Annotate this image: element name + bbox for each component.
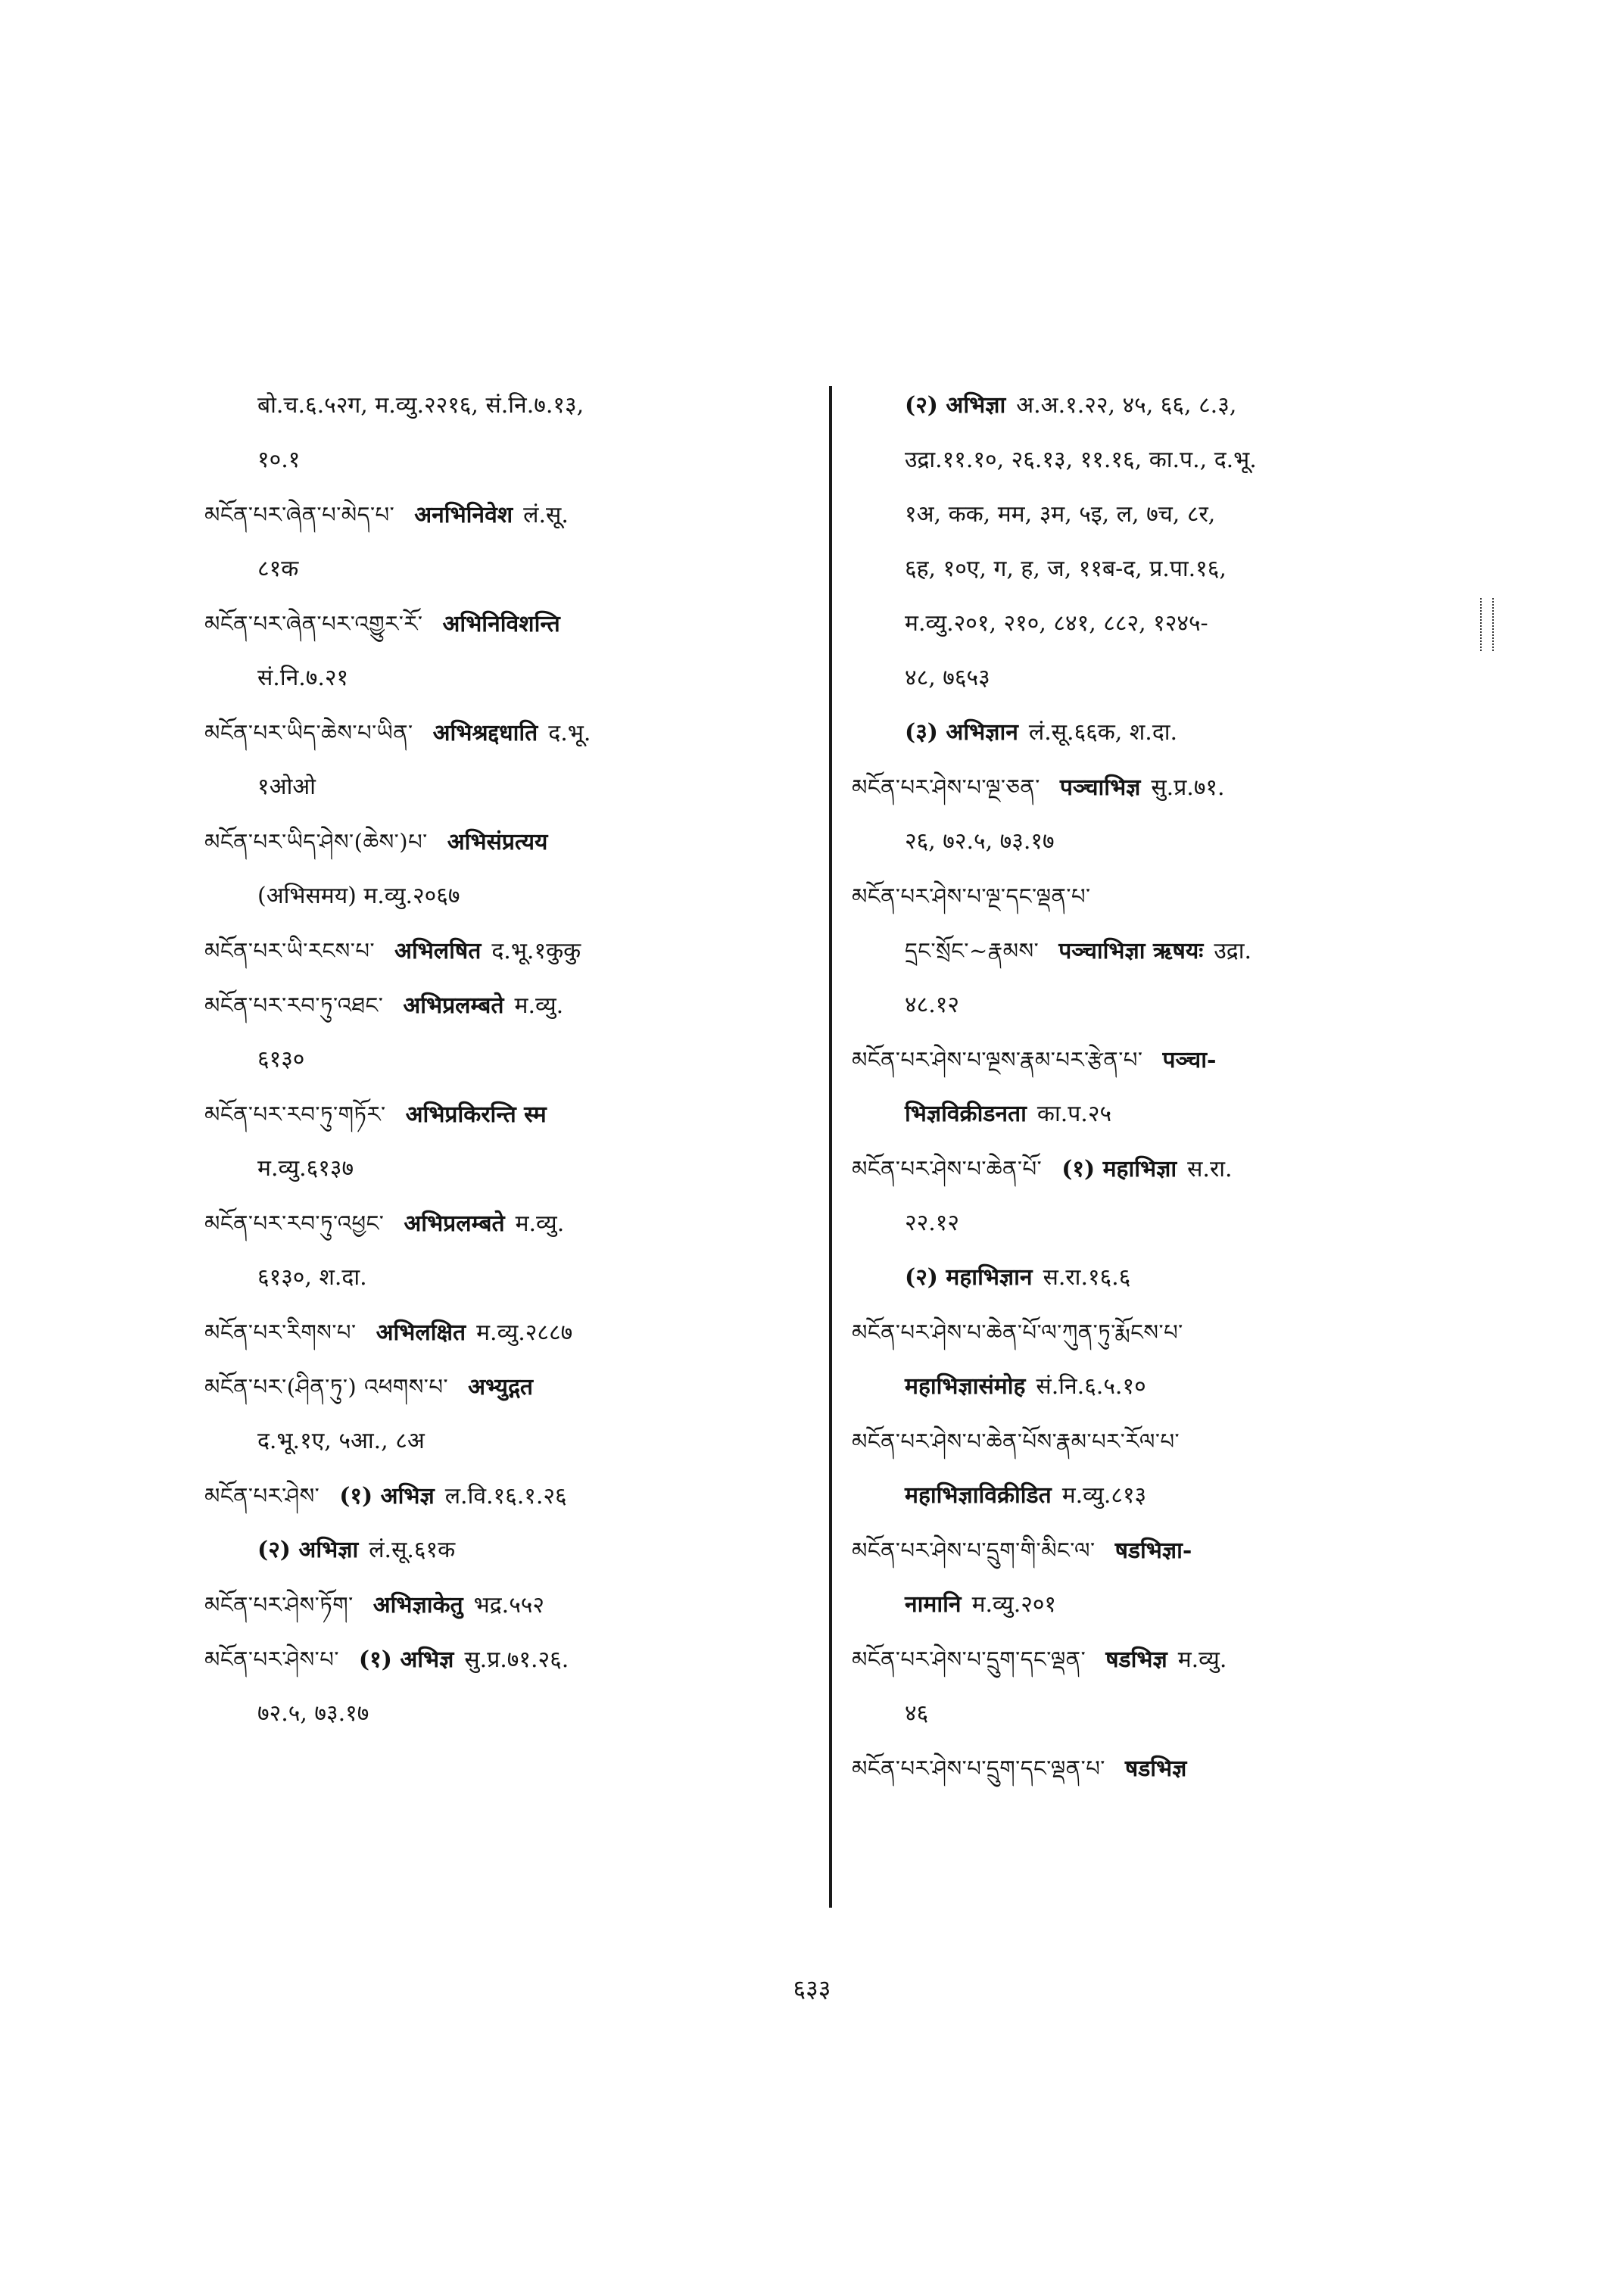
- source-reference: ल.वि.१६.१.२६: [444, 1483, 567, 1509]
- source-reference: ४६: [905, 1700, 929, 1727]
- dictionary-line: [852, 1087, 1495, 1142]
- source-reference: उद्रा.११.१०, २६.१३, ११.१६, का.प., द.भू.: [905, 447, 1257, 473]
- tibetan-term: མངོན་པར་ཤེས་པ་དྲུག་དང་ལྡན་པ་: [852, 1756, 1105, 1781]
- dictionary-line: [204, 1305, 803, 1360]
- source-reference: का.प.२५: [1036, 1101, 1112, 1127]
- dictionary-line: [852, 760, 1495, 815]
- left-column: [204, 379, 803, 1741]
- dictionary-line: [204, 1196, 803, 1251]
- tibetan-term: མངོན་པར་ཡིད་ཆེས་པ་ཡིན་: [204, 720, 413, 746]
- source-reference: (अभिसमय) म.व्यु.२०६७: [257, 883, 460, 909]
- dictionary-line: [204, 1687, 803, 1741]
- dictionary-line: [204, 1578, 803, 1632]
- source-reference: ६१३०, श.दा.: [257, 1264, 367, 1291]
- source-reference: १०.१: [257, 447, 301, 473]
- dictionary-line: [852, 433, 1495, 488]
- right-column: [852, 379, 1495, 1796]
- source-reference: द.भू.१ए, ५आ., ८अ: [257, 1428, 425, 1454]
- dictionary-line: [852, 651, 1495, 706]
- source-reference: सु.प्र.७१.: [1151, 774, 1225, 801]
- dictionary-line: [852, 1196, 1495, 1251]
- tibetan-term: མངོན་པར་ཞེན་པ་མེད་པ་: [204, 502, 395, 528]
- dictionary-line: [204, 542, 803, 597]
- sanskrit-term: (१) महाभिज्ञा: [1061, 1156, 1177, 1182]
- tibetan-term: མངོན་པར་ཤེས་ཏོག་: [204, 1592, 354, 1618]
- sanskrit-term: षडभिज्ञा-: [1114, 1537, 1192, 1564]
- dictionary-line: [852, 815, 1495, 869]
- source-reference: लं.सू.६६क, श.दा.: [1028, 719, 1178, 746]
- source-reference: १ओओ: [257, 774, 316, 800]
- source-reference: २६, ७२.५, ७३.१७: [905, 828, 1055, 855]
- source-reference: सं.नि.६.५.१०: [1036, 1373, 1146, 1400]
- dictionary-line: [204, 488, 803, 542]
- sanskrit-term: अभिप्रलम्बते: [404, 1210, 505, 1237]
- source-reference: ८१क: [257, 556, 299, 582]
- source-reference: अ.अ.१.२२, ४५, ६६, ८.३,: [1016, 392, 1237, 419]
- dictionary-line: [204, 1251, 803, 1305]
- tibetan-term: མངོན་པར་ཤེས་: [204, 1483, 320, 1509]
- source-reference: म.व्यु.६१३७: [257, 1155, 354, 1182]
- source-reference: ४८.१२: [905, 992, 959, 1018]
- dictionary-line: [852, 1414, 1495, 1469]
- tibetan-term: མངོན་པར་ཤེས་པ་ལྔ་ཅན་: [852, 774, 1040, 800]
- dictionary-line: [852, 379, 1495, 433]
- sanskrit-term: अभिप्रकिरन्ति स्म: [405, 1101, 547, 1128]
- source-reference: ६१३०: [257, 1046, 305, 1073]
- tibetan-term: མངོན་པར་ཤེས་པ་: [204, 1647, 339, 1672]
- dictionary-line: [204, 869, 803, 924]
- dictionary-line: [852, 1142, 1495, 1196]
- dictionary-line: [852, 1251, 1495, 1305]
- sanskrit-term: अभिसंप्रत्यय: [447, 829, 548, 855]
- tibetan-term: མངོན་པར་རབ་ཏུ་གཏོར་: [204, 1101, 386, 1127]
- margin-mark: [1480, 598, 1494, 651]
- tibetan-term: མངོན་པར་རབ་ཏུ་འཐང་: [204, 992, 384, 1018]
- dictionary-line: [204, 1033, 803, 1087]
- sanskrit-term: अभिनिविशन्ति: [442, 611, 560, 637]
- dictionary-line: [852, 1523, 1495, 1578]
- tibetan-term: མངོན་པར་ཡིད་ཤེས་(ཆེས་)པ་: [204, 829, 428, 855]
- sanskrit-term: अभिलषित: [394, 938, 482, 964]
- tibetan-term: མངོན་པར་ཤེས་པ་དྲུག་གི་མིང་ལ་: [852, 1537, 1096, 1563]
- dictionary-line: [204, 706, 803, 760]
- dictionary-line: [204, 1632, 803, 1687]
- source-reference: द.भू.१कुकु: [491, 938, 581, 964]
- tibetan-term: མངོན་པར་ཤེས་པ་ཆེན་པོས་རྣམ་པར་རོལ་པ་: [852, 1428, 1180, 1454]
- dictionary-line: [204, 1142, 803, 1196]
- dictionary-line: [204, 651, 803, 706]
- source-reference: स.रा.१६.६: [1043, 1264, 1131, 1291]
- sanskrit-term: पञ्चाभिज्ञा ऋषयः: [1058, 938, 1204, 964]
- sanskrit-term: (१) अभिज्ञ: [339, 1483, 435, 1509]
- sanskrit-term: अभिज्ञाकेतु: [372, 1592, 463, 1618]
- sanskrit-term: अभिप्रलम्बते: [403, 992, 504, 1019]
- tibetan-term: མངོན་པར་ཤེས་པ་ཆེན་པོ་: [852, 1156, 1043, 1182]
- dictionary-line: [852, 869, 1495, 924]
- tibetan-term: དྲང་སྲོང་~རྣམས་: [905, 938, 1040, 964]
- source-reference: बो.च.६.५२ग, म.व्यु.२२१६, सं.नि.७.१३,: [257, 392, 584, 419]
- dictionary-line: [852, 1033, 1495, 1087]
- source-reference: म.व्यु.: [1177, 1647, 1227, 1673]
- column-divider: [829, 386, 832, 1908]
- source-reference: म.व्यु.: [515, 1210, 565, 1237]
- dictionary-line: [204, 379, 803, 433]
- tibetan-term: མངོན་པར་ཞེན་པར་འགྱུར་རོ་: [204, 611, 423, 637]
- dictionary-line: [204, 760, 803, 815]
- dictionary-line: [852, 488, 1495, 542]
- source-reference: लं.सू.: [523, 502, 569, 528]
- sanskrit-term: (३) अभिज्ञान: [905, 719, 1018, 746]
- dictionary-line: [852, 1687, 1495, 1741]
- dictionary-line: [852, 1305, 1495, 1360]
- source-reference: ४८, ७६५३: [905, 665, 990, 691]
- sanskrit-term: अभ्युद्गत: [468, 1374, 533, 1400]
- dictionary-line: [852, 1741, 1495, 1796]
- dictionary-line: [204, 924, 803, 978]
- dictionary-line: [852, 1360, 1495, 1414]
- tibetan-term: མངོན་པར་ཡི་རངས་པ་: [204, 938, 376, 964]
- source-reference: म.व्यु.२०१, २१०, ८४१, ८८२, १२४५-: [905, 610, 1208, 637]
- source-reference: सु.प्र.७१.२६.: [464, 1647, 569, 1673]
- dictionary-line: [852, 542, 1495, 597]
- dictionary-line: [204, 1414, 803, 1469]
- dictionary-line: [852, 597, 1495, 651]
- source-reference: लं.सू.६१क: [369, 1537, 456, 1563]
- source-reference: म.व्यु.२८८७: [476, 1319, 573, 1346]
- dictionary-line: [852, 1578, 1495, 1632]
- dictionary-line: [204, 1523, 803, 1578]
- tibetan-term: མངོན་པར་ཤེས་པ་དྲུག་དང་ལྡན་: [852, 1647, 1086, 1672]
- source-reference: द.भू.: [548, 720, 591, 746]
- dictionary-line: [204, 597, 803, 651]
- tibetan-term: མངོན་པར་རིགས་པ་: [204, 1319, 357, 1345]
- dictionary-line: [204, 1360, 803, 1414]
- sanskrit-term: षडभिज्ञ: [1124, 1756, 1187, 1782]
- source-reference: ७२.५, ७३.१७: [257, 1700, 369, 1727]
- source-reference: उद्रा.: [1214, 938, 1252, 964]
- source-reference: १अ, कक, मम, ३म, ५इ, ल, ७च, ८र,: [905, 501, 1216, 528]
- source-reference: म.व्यु.: [514, 992, 564, 1019]
- sanskrit-term: (२) अभिज्ञा: [257, 1537, 359, 1563]
- dictionary-line: [852, 978, 1495, 1033]
- source-reference: म.व्यु.२०१: [971, 1591, 1057, 1618]
- source-reference: ६ह, १०ए, ग, ह, ज, ११ब-द, प्र.पा.१६,: [905, 556, 1227, 582]
- sanskrit-term: महाभिज्ञासंमोह: [905, 1373, 1026, 1400]
- source-reference: भद्र.५५२: [473, 1592, 544, 1618]
- dictionary-line: [204, 1087, 803, 1142]
- dictionary-line: [852, 1632, 1495, 1687]
- sanskrit-term: (२) महाभिज्ञान: [905, 1264, 1033, 1291]
- sanskrit-term: षडभिज्ञ: [1105, 1647, 1167, 1673]
- page-number: ६३३: [793, 1974, 831, 2003]
- sanskrit-term: अभिलक्षित: [376, 1319, 466, 1346]
- sanskrit-term: पञ्चाभिज्ञ: [1059, 774, 1141, 801]
- sanskrit-term: अभिश्रद्दधाति: [432, 720, 538, 746]
- tibetan-term: མངོན་པར་ཤེས་པ་ལྔ་དང་ལྡན་པ་: [852, 883, 1091, 909]
- source-reference: सं.नि.७.२१: [257, 665, 349, 691]
- sanskrit-term: महाभिज्ञाविक्रीडित: [905, 1482, 1052, 1509]
- dictionary-line: [852, 706, 1495, 760]
- dictionary-line: [852, 924, 1495, 978]
- source-reference: स.रा.: [1187, 1156, 1233, 1182]
- dictionary-line: [852, 1469, 1495, 1523]
- source-reference: २२.१२: [905, 1210, 959, 1236]
- tibetan-term: མངོན་པར་རབ་ཏུ་འཕྱང་: [204, 1210, 385, 1236]
- dictionary-line: [204, 978, 803, 1033]
- dictionary-line: [204, 433, 803, 488]
- sanskrit-term: (१) अभिज्ञ: [358, 1647, 454, 1673]
- tibetan-term: མངོན་པར་ཤེས་པ་ལྔས་རྣམ་པར་རྩེན་པ་: [852, 1047, 1143, 1073]
- tibetan-term: མངོན་པར་(ཤིན་ཏུ་) འཕགས་པ་: [204, 1374, 449, 1400]
- source-reference: म.व्यु.८१३: [1061, 1482, 1147, 1509]
- sanskrit-term: अनभिनिवेश: [414, 502, 513, 528]
- sanskrit-term: भिज्ञविक्रीडनता: [905, 1101, 1027, 1127]
- dictionary-line: [204, 815, 803, 869]
- dictionary-line: [204, 1469, 803, 1523]
- sanskrit-term: पञ्चा-: [1162, 1047, 1217, 1073]
- sanskrit-term: (२) अभिज्ञा: [905, 392, 1006, 419]
- sanskrit-term: नामानि: [905, 1591, 962, 1618]
- tibetan-term: མངོན་པར་ཤེས་པ་ཆེན་པོ་ལ་ཀུན་ཏུ་རྨོངས་པ་: [852, 1319, 1183, 1345]
